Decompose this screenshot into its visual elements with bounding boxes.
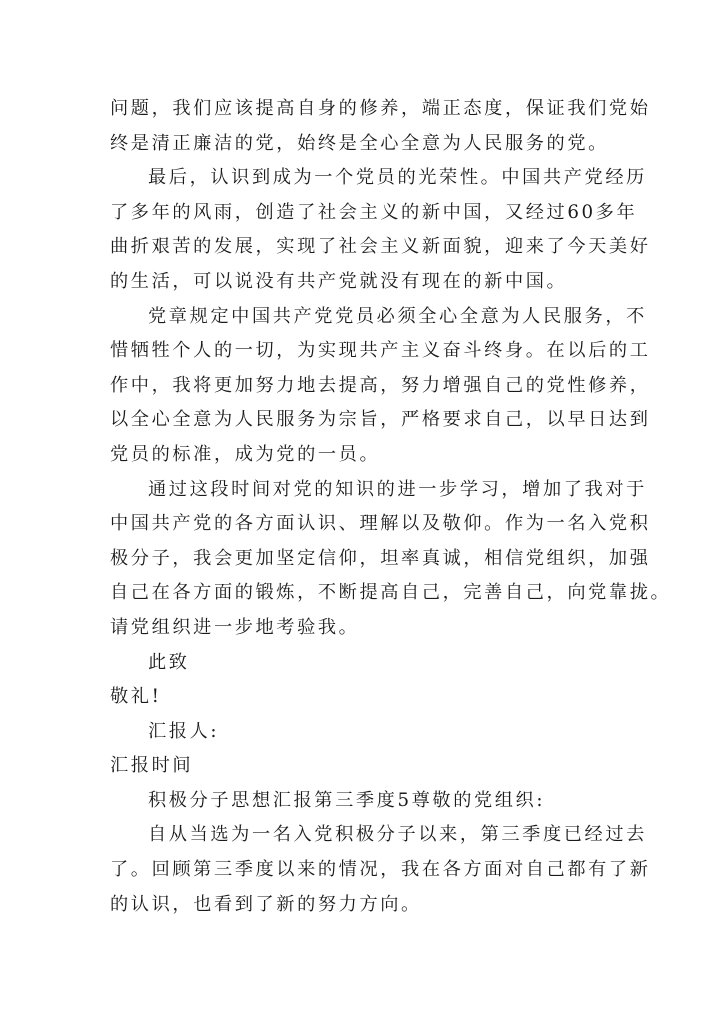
text-line: 以全心全意为人民服务为宗旨，严格要求自己，以早日达到 (110, 409, 651, 431)
reporter-label: 汇报人: (148, 720, 220, 742)
text-line: 最后，认识到成为一个党员的光荣性。中国共产党经历 (148, 167, 647, 189)
text-line: 党章规定中国共产党党员必须全心全意为人民服务，不 (148, 305, 647, 327)
closing-salutation: 此致 (148, 651, 190, 673)
text-line: 党员的标准，成为党的一员。 (110, 443, 381, 465)
text-line: 的生活，可以说没有共产党就没有现在的新中国。 (110, 270, 568, 292)
text-line: 惜牺牲个人的一切，为实现共产主义奋斗终身。在以后的工 (110, 340, 651, 362)
text-line: 自己在各方面的锻炼，不断提高自己，完善自己，向党靠拢。 (110, 582, 672, 604)
report-time-label: 汇报时间 (110, 755, 194, 777)
text-line: 终是清正廉洁的党，始终是全心全意为人民服务的党。 (110, 132, 609, 154)
text-line: 请党组织进一步地考验我。 (110, 616, 360, 638)
text-line: 中国共产党的各方面认识、理解以及敬仰。作为一名入党积 (110, 513, 651, 535)
body-text (110, 92, 672, 922)
section-heading: 积极分子思想汇报第三季度5尊敬的党组织: (148, 789, 546, 811)
text-line: 了多年的风雨，创造了社会主义的新中国，又经过60多年 (110, 201, 638, 223)
text-line: 曲折艰苦的发展，实现了社会主义新面貌，迎来了今天美好 (110, 236, 651, 258)
text-line: 问题，我们应该提高自身的修养，端正态度，保证我们党始 (110, 98, 651, 119)
text-line: 作中，我将更加努力地去提高，努力增强自己的党性修养， (110, 374, 651, 396)
text-line: 的认识，也看到了新的努力方向。 (110, 893, 422, 915)
closing-regards: 敬礼! (110, 686, 162, 708)
text-line: 极分子，我会更加坚定信仰，坦率真诚，相信党组织，加强 (110, 547, 651, 569)
text-line: 通过这段时间对党的知识的进一步学习，增加了我对于 (148, 478, 647, 500)
text-line: 自从当选为一名入党积极分子以来，第三季度已经过去 (148, 824, 647, 846)
text-line: 了。回顾第三季度以来的情况，我在各方面对自己都有了新 (110, 859, 651, 881)
